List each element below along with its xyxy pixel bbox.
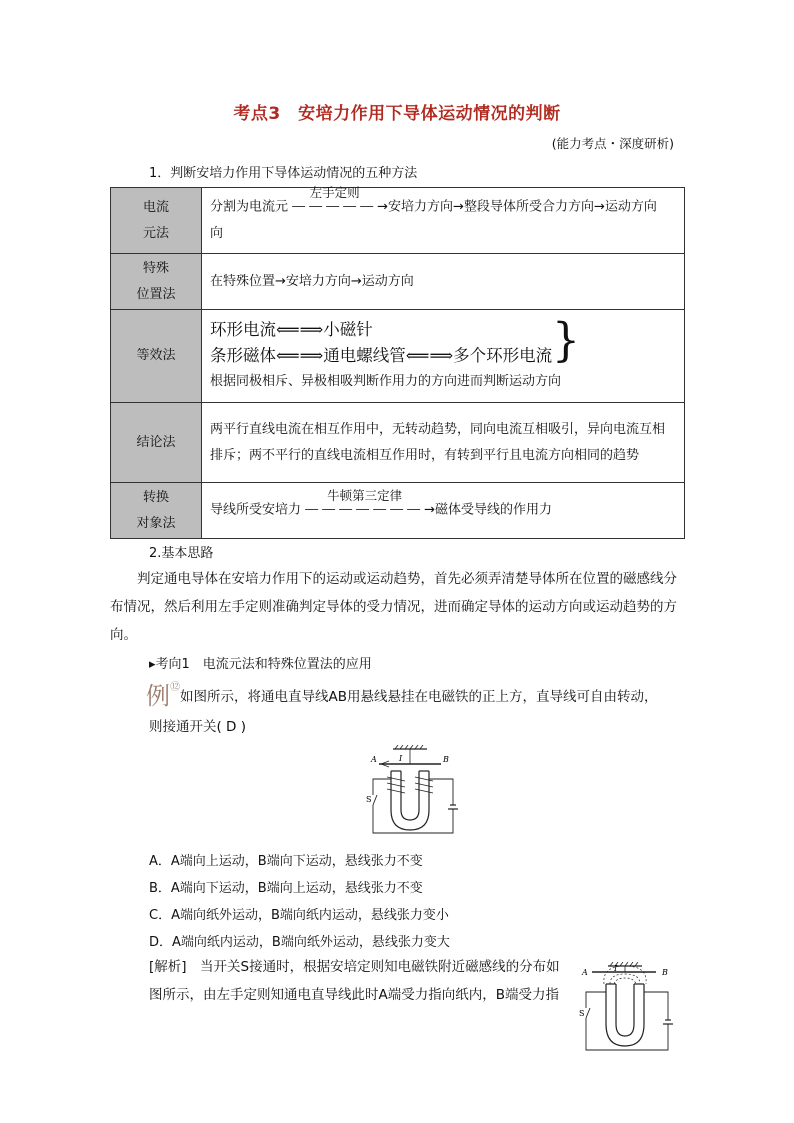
label-a: A (371, 755, 377, 764)
method-desc: 分割为电流元 左手定则 ―――――→安培力方向→整段导体所受合力方向→运动方向 向 (202, 188, 685, 254)
example-mark: 例 (146, 682, 170, 710)
table-row (111, 254, 685, 310)
table-row (111, 403, 685, 483)
label-i-2: I (614, 964, 618, 973)
method-name: 等效法 (111, 310, 202, 403)
option-b: B．A端向下运动，B端向上运动，悬线张力不变 (149, 881, 423, 896)
field-lines-figure (578, 962, 678, 1054)
table-row (111, 310, 685, 403)
brace-symbol: } (552, 313, 580, 368)
label-b-2: B (662, 968, 668, 977)
method-desc: 导线所受安培力 牛顿第三定律 ―――――――→磁体受导线的作用力 (202, 483, 685, 539)
section-1-heading: 1．判断安培力作用下导体运动情况的五种方法 (149, 166, 418, 181)
arrow-with-label: 牛顿第三定律 ――――――― (305, 488, 425, 518)
label-s: S (366, 795, 372, 804)
method-desc: 两平行直线电流在相互作用中，无转动趋势，同向电流互相吸引，异向电流互相排斥；两不平行的直线电流相互作用时，有转到平行且电流方向相同的趋势 (202, 403, 685, 483)
method-desc: 在特殊位置→安培力方向→运动方向 (202, 254, 685, 310)
table-row (111, 483, 685, 539)
arrow-with-label: 左手定则 ――――― (292, 185, 378, 215)
equivalence-note: 根据同极相斥、异极相吸判断作用力的方向进而判断运动方向 (210, 374, 562, 389)
topic-heading: ▸考向1 电流元法和特殊位置法的应用 (149, 657, 372, 672)
equivalence-line-1: 环形电流⟸⟹小磁针 (210, 320, 373, 339)
method-name: 电流 元法 (111, 188, 202, 254)
label-b: B (443, 755, 449, 764)
methods-table (110, 187, 685, 539)
example-number: ⑫ (170, 682, 180, 693)
question-text: 如图所示，将通电直导线AB用悬线悬挂在电磁铁的正上方，直导线可自由转动， (180, 689, 658, 705)
label-a-2: A (582, 968, 588, 977)
option-c: C．A端向纸外运动，B端向纸内运动，悬线张力变小 (149, 908, 449, 923)
table-row (111, 188, 685, 254)
page-title: 考点3 安培力作用下导体运动情况的判断 (233, 104, 561, 124)
analysis-text: [解析] 当开关S接通时，根据安培定则知电磁铁附近磁感线的分布如图所示，由左手定则知通电直导线此时A端受力指向纸内，B端受力指 (149, 959, 560, 1003)
method-name: 结论法 (111, 403, 202, 483)
equivalence-line-2: 条形磁体⟸⟹通电螺线管⟸⟹多个环形电流 (210, 346, 553, 365)
label-i: I (399, 754, 403, 763)
option-a: A．A端向上运动，B端向下运动，悬线张力不变 (149, 854, 423, 869)
subtitle: (能力考点・深度研析) (551, 136, 674, 151)
label-s-2: S (579, 1009, 585, 1018)
section-2-heading: 2.基本思路 (149, 546, 214, 561)
option-d: D．A端向纸内运动，B端向纸外运动，悬线张力变大 (149, 935, 450, 950)
method-name: 特殊 位置法 (111, 254, 202, 310)
method-desc (202, 310, 685, 403)
question-text-2: 则接通开关( D ) (149, 719, 247, 735)
electromagnet-figure (365, 745, 465, 837)
section-2-paragraph: 判定通电导体在安培力作用下的运动或运动趋势，首先必须弄清楚导体所在位置的磁感线分布情况，然后利用左手定则准确判定导体的受力情况，进而确定导体的运动方向或运动趋势的方向。 (110, 571, 677, 643)
method-name: 转换 对象法 (111, 483, 202, 539)
